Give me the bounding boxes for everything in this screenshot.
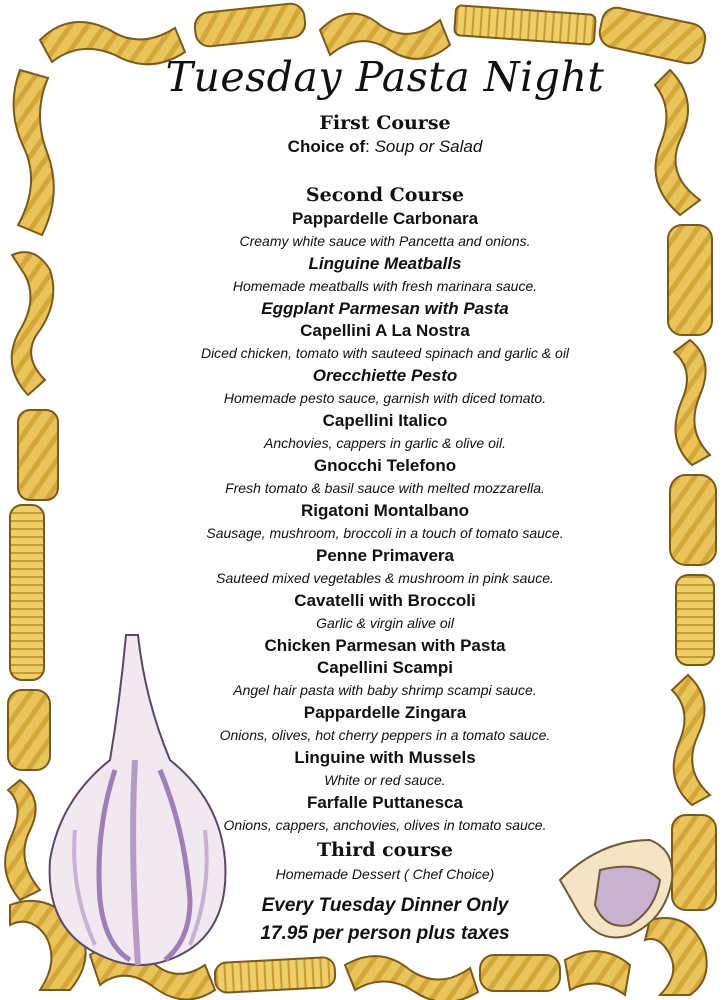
dish-name: Farfalle Puttanesca (307, 793, 463, 812)
dish-name: Chicken Parmesan with Pasta (264, 636, 506, 655)
choice-value: Soup or Salad (374, 137, 483, 156)
third-course-description: Homemade Dessert ( Chef Choice) (275, 866, 495, 882)
dish-description: Onions, cappers, anchovies, olives in tomato sauce. (223, 817, 547, 833)
dish-name: Linguine with Mussels (294, 748, 476, 767)
dish-description: Fresh tomato & basil sauce with melted mozzarella. (225, 480, 545, 496)
third-course-heading: Third course (317, 839, 453, 861)
dish-name: Cavatelli with Broccoli (294, 591, 476, 610)
second-course-heading: Second Course (305, 184, 465, 206)
price-note: 17.95 per person plus taxes (260, 923, 510, 944)
dish-name: Penne Primavera (316, 546, 454, 565)
dish-description: Garlic & virgin alive oil (316, 615, 454, 631)
dish-description: Sausage, mushroom, broccoli in a touch of tomato sauce. (206, 525, 564, 541)
menu-content (120, 48, 650, 948)
dish-description: Diced chicken, tomato with sauteed spinach and garlic & oil (200, 345, 570, 361)
dish-description: Angel hair pasta with baby shrimp scampi sauce. (233, 682, 537, 698)
dish-description: Anchovies, cappers in garlic & olive oil. (263, 435, 506, 451)
dish-description: Creamy white sauce with Pancetta and onions. (239, 233, 531, 249)
dish-name: Pappardelle Carbonara (291, 209, 479, 228)
dish-name: Gnocchi Telefono (313, 456, 457, 475)
dish-name: Capellini Italico (322, 411, 448, 430)
dish-name: Capellini A La Nostra (300, 321, 470, 340)
dish-description: Homemade meatballs with fresh marinara sauce. (232, 278, 538, 294)
dish-name: Capellini Scampi (316, 658, 454, 677)
menu-title: Tuesday Pasta Night (165, 53, 605, 101)
dish-name: Linguine Meatballs (308, 254, 462, 273)
dish-name: Eggplant Parmesan with Pasta (261, 299, 509, 318)
dish-name: Pappardelle Zingara (303, 703, 467, 722)
dish-description: White or red sauce. (324, 772, 446, 788)
first-course-choice: Choice of: Soup or Salad (287, 137, 483, 156)
first-course-heading: First Course (319, 112, 451, 134)
dish-name: Orecchiette Pesto (312, 366, 458, 385)
choice-label: Choice of (287, 137, 366, 156)
dish-name: Rigatoni Montalbano (300, 501, 470, 520)
dish-description: Homemade pesto sauce, garnish with diced tomato. (223, 390, 547, 406)
availability-note: Every Tuesday Dinner Only (261, 895, 509, 916)
dish-description: Onions, olives, hot cherry peppers in a tomato sauce. (219, 727, 551, 743)
dish-description: Sauteed mixed vegetables & mushroom in pink sauce. (216, 570, 554, 586)
